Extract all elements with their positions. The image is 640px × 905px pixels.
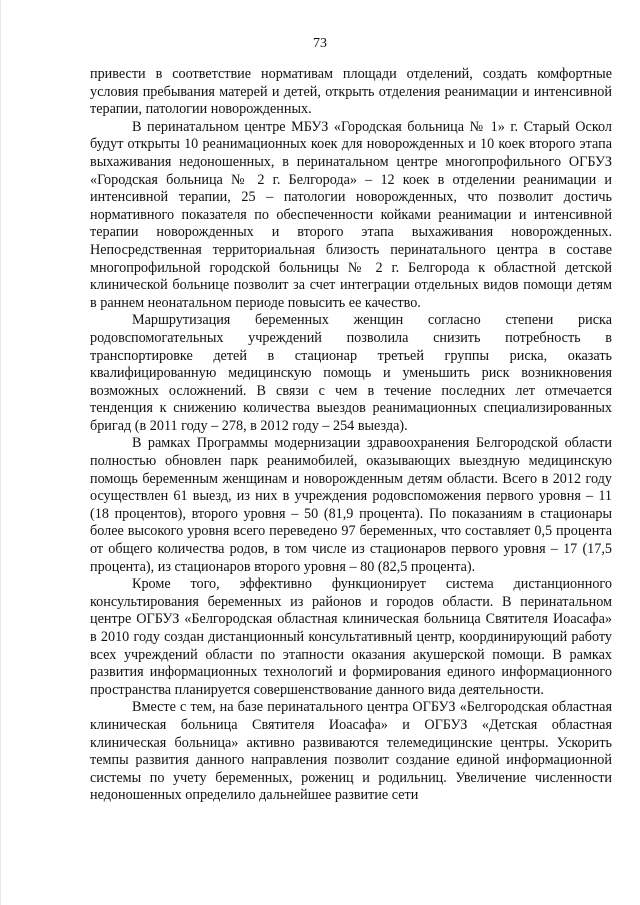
paragraph-5: Кроме того, эффективно функционирует система дистанционного консультирования беременных из районов и городов области. В перинатальном центре ОГБУЗ «Белгородская областная клиническая больница Святителя Иоасафа» в 2010 году создан дистанционный консультативный центр, координирующий работу всех учреждений области по этапности оказания акушерской помощи. В рамках развития информационных технологий и формирования единого информационного пространства планируется совершенствование данного вида деятельности. (90, 576, 612, 698)
page-number: 73 (313, 36, 327, 51)
paragraph-2: В перинатальном центре МБУЗ «Городская больница № 1» г. Старый Оскол будут открыты 10 реанимационных коек для новорожденных и 10 коек второго этапа выхаживания недоношенных, в перинатальном центре многопрофильного ОГБУЗ «Городская больница № 2 г. Белгорода» – 12 коек в отделении реанимации и интенсивной терапии, 25 – патологии новорожденных, что позволит достичь нормативного показателя по обеспеченности койками реанимации и интенсивной терапии новорожденных и второго этапа выхаживания новорожденных. Непосредственная территориальная близость перинатального центра в составе многопрофильной городской больницы № 2 г. Белгорода к областной детской клинической больнице позволит за счет интеграции отдельных видов помощи детям в раннем неонатальном периоде повысить ее качество. (90, 118, 612, 311)
paragraph-6: Вместе с тем, на базе перинатального центра ОГБУЗ «Белгородская областная клиническая больница Святителя Иоасафа» и ОГБУЗ «Детская областная клиническая больница» активно развиваются телемедицинские центры. Ускорить темпы развития данного направления позволит создание единой информационной системы по учету беременных, рожениц и родильниц. Увеличение численности недоношенных определило дальнейшее развитие сети (90, 699, 612, 804)
document-body (90, 66, 612, 805)
scan-edge-line (0, 0, 1, 905)
paragraph-1: привести в соответствие нормативам площади отделений, создать комфортные условия пребывания матерей и детей, открыть отделения реанимации и интенсивной терапии, патологии новорожденных. (90, 66, 612, 118)
paragraph-3: Маршрутизация беременных женщин согласно степени риска родовспомогательных учреждений позволила снизить потребность в транспортировке детей в стационар третьей группы риска, оказать квалифицированную медицинскую помощь и уменьшить риск возникновения возможных осложнений. В связи с чем в течение последних лет отмечается тенденция к снижению количества выездов реанимационных специализированных бригад (в 2011 году – 278, в 2012 году – 254 выезда). (90, 312, 612, 434)
paragraph-4: В рамках Программы модернизации здравоохранения Белгородской области полностью обновлен парк реанимобилей, оказывающих выездную медицинскую помощь беременным женщинам и новорожденным детям области. Всего в 2012 году осуществлен 61 выезд, из них в учреждения родовспоможения первого уровня – 11 (18 процентов), второго уровня – 50 (81,9 процента). По показаниям в стационары более высокого уровня всего переведено 97 беременных, что составляет 0,5 процента от общего количества родов, в том числе из стационаров первого уровня – 17 (17,5 процента), из стационаров второго уровня – 80 (82,5 процента). (90, 435, 612, 575)
